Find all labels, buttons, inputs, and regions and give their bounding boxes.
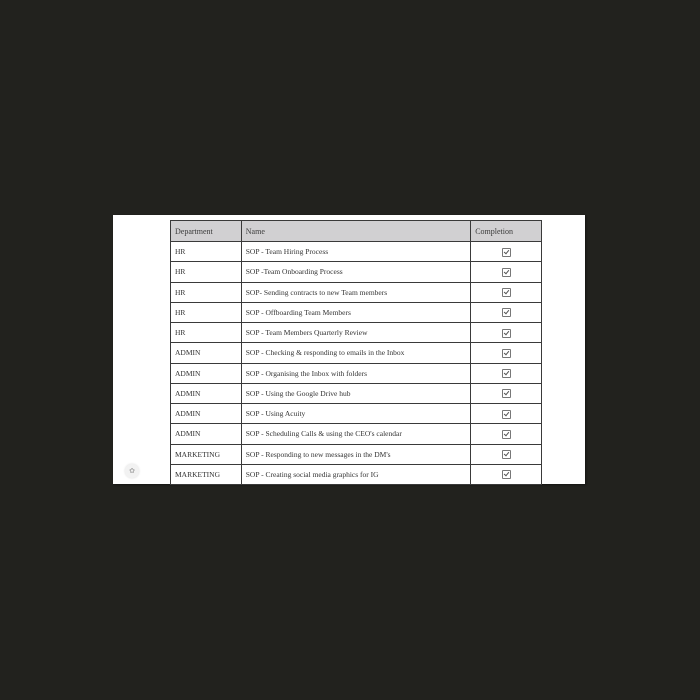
checkbox-checked-icon[interactable] bbox=[502, 248, 511, 257]
table-row bbox=[171, 404, 542, 424]
department-cell: ADMIN bbox=[171, 363, 242, 383]
name-cell: SOP -Team Onboarding Process bbox=[241, 262, 470, 282]
document-page bbox=[113, 215, 585, 484]
table-row bbox=[171, 302, 542, 322]
checkbox-checked-icon[interactable] bbox=[502, 349, 511, 358]
department-cell: MARKETING bbox=[171, 444, 242, 464]
checkbox-checked-icon[interactable] bbox=[502, 389, 511, 398]
accessibility-icon[interactable]: ✿ bbox=[125, 464, 139, 478]
header-name: Name bbox=[241, 221, 470, 242]
checkbox-checked-icon[interactable] bbox=[502, 470, 511, 479]
completion-cell bbox=[471, 302, 542, 322]
table-body bbox=[171, 242, 542, 485]
name-cell: SOP - Offboarding Team Members bbox=[241, 302, 470, 322]
completion-cell bbox=[471, 323, 542, 343]
checkbox-checked-icon[interactable] bbox=[502, 308, 511, 317]
completion-cell bbox=[471, 262, 542, 282]
name-cell: SOP - Responding to new messages in the DM's bbox=[241, 444, 470, 464]
completion-cell bbox=[471, 363, 542, 383]
table-row bbox=[171, 343, 542, 363]
completion-cell bbox=[471, 242, 542, 262]
name-cell: SOP- Sending contracts to new Team members bbox=[241, 282, 470, 302]
department-cell: ADMIN bbox=[171, 424, 242, 444]
table-row bbox=[171, 262, 542, 282]
table-row bbox=[171, 444, 542, 464]
checkbox-checked-icon[interactable] bbox=[502, 268, 511, 277]
department-cell: HR bbox=[171, 323, 242, 343]
department-cell: HR bbox=[171, 302, 242, 322]
department-cell: ADMIN bbox=[171, 404, 242, 424]
table-row bbox=[171, 242, 542, 262]
checkbox-checked-icon[interactable] bbox=[502, 430, 511, 439]
name-cell: SOP - Team Members Quarterly Review bbox=[241, 323, 470, 343]
checkbox-checked-icon[interactable] bbox=[502, 288, 511, 297]
completion-cell bbox=[471, 282, 542, 302]
completion-cell bbox=[471, 404, 542, 424]
checkbox-checked-icon[interactable] bbox=[502, 369, 511, 378]
name-cell: SOP - Team Hiring Process bbox=[241, 242, 470, 262]
checkbox-checked-icon[interactable] bbox=[502, 410, 511, 419]
completion-cell bbox=[471, 444, 542, 464]
department-cell: HR bbox=[171, 262, 242, 282]
table-row bbox=[171, 323, 542, 343]
name-cell: SOP - Checking & responding to emails in the Inbox bbox=[241, 343, 470, 363]
completion-cell bbox=[471, 424, 542, 444]
completion-cell bbox=[471, 464, 542, 484]
name-cell: SOP - Creating social media graphics for IG bbox=[241, 464, 470, 484]
department-cell: MARKETING bbox=[171, 464, 242, 484]
checkbox-checked-icon[interactable] bbox=[502, 450, 511, 459]
sop-table bbox=[170, 220, 542, 485]
table-header-row bbox=[171, 221, 542, 242]
table-row bbox=[171, 464, 542, 484]
table-row bbox=[171, 363, 542, 383]
name-cell: SOP - Using Acuity bbox=[241, 404, 470, 424]
table-row bbox=[171, 383, 542, 403]
department-cell: HR bbox=[171, 282, 242, 302]
department-cell: HR bbox=[171, 242, 242, 262]
department-cell: ADMIN bbox=[171, 383, 242, 403]
department-cell: ADMIN bbox=[171, 343, 242, 363]
name-cell: SOP - Scheduling Calls & using the CEO's calendar bbox=[241, 424, 470, 444]
name-cell: SOP - Organising the Inbox with folders bbox=[241, 363, 470, 383]
completion-cell bbox=[471, 383, 542, 403]
name-cell: SOP - Using the Google Drive hub bbox=[241, 383, 470, 403]
header-completion: Completion bbox=[471, 221, 542, 242]
table-row bbox=[171, 424, 542, 444]
table-row bbox=[171, 282, 542, 302]
header-department: Department bbox=[171, 221, 242, 242]
checkbox-checked-icon[interactable] bbox=[502, 329, 511, 338]
completion-cell bbox=[471, 343, 542, 363]
